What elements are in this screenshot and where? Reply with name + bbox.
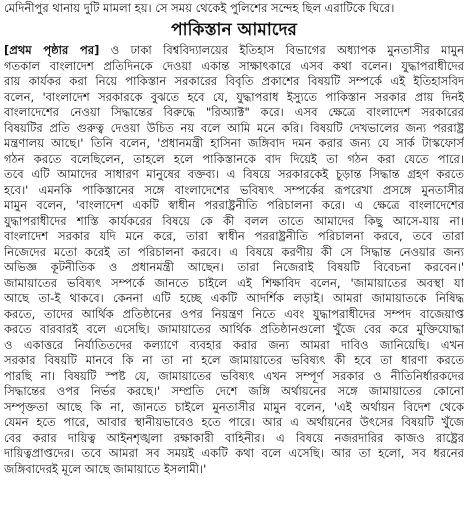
article-line: মামুন বলেন, 'বাংলাদেশ একটি স্বাধীন পররাষ্ট্রনীতি পরিচালনা করে। এ ক্ষেত্রে বাংলাদেশের [4,198,464,212]
article-line: বাংলাদেশের নেওয়া সিদ্ধান্তের বিরুদ্ধে "রিঅ্যাক্ট" করে। এসব ক্ষেত্রে বাংলাদেশ সরকারের [4,105,464,119]
article-line: সিদ্ধান্তের ওপর নির্ভর করছে।' সম্প্রতি দেশে জঙ্গি অর্থায়নের সঙ্গে জামায়াতের কোনো [4,384,464,398]
continuation-label: [প্রথম পৃষ্ঠার পর] [4,43,100,57]
previous-article-tail: মেদিনীপুর থানায় দুটি মামলা হয়। সে সময় থেকেই পুলিশের সন্দেহ ছিল এরাটিকে ঘিরে। [4,1,395,15]
article-line: পারছি না। বিষয়টি স্পষ্ট যে, জামায়াতের ভবিষ্যৎ এখন সম্পূর্ণ সরকার ও নীতিনির্ধারকদের [4,368,464,383]
article-line: মন্ত্রণালয় আছে।' তিনি বলেন, 'প্রধানমন্ত্রী হাসিনা জঙ্গিবাদ দমন করার জন্য যে সার্ক টাস্কফোর্স [4,136,464,150]
article-line: করতে বারবারই বলে এসেছি। জামায়াতের আর্থিক প্রতিষ্ঠানগুলো খুঁজে বের করে মুক্তিযোদ্ধা [4,322,464,336]
article-line: অভিজ্ঞ কূটনীতিক ও প্রধানমন্ত্রী আছেন। তারা নিজেরাই বিষয়টি বিবেচনা করবেন।' [4,260,464,274]
article-line: দায়িত্বপ্রাপ্তদের। তবে আমরা সব সময়ই একটি কথা বলে এসেছি। আর তা হলো, সব ধরনের [4,446,464,460]
article-line: জামায়াতের ভবিষ্যৎ সম্পর্কে জানতে চাইলে এই শিক্ষাবিদ বলেন, 'জামায়াতের অবস্থা যা [4,275,464,290]
article-line: বিষয়টির প্রতি গুরুত্ব দেওয়া উচিত নয় বলে আমি মনে করি। বিষয়টি দেখভালের জন্য পররাষ্ট্র [4,120,464,135]
article-headline: পাকিস্তান আমাদের [171,20,297,40]
article-line: জঙ্গিবাদেরই মূলে আছে জামায়াতে ইসলামী।' [4,461,207,476]
article-line: তবে এটি আমাদের সাধারণ মানুষের বক্তব্য। এ বিষয়ে সরকারকেই চূড়ান্ত সিদ্ধান্ত গ্রহণ করতে [4,167,464,181]
article-line: যুদ্ধাপরাধীদের শাস্তি কার্যকরের বিষয়ে কে কী বলল তাতে আমাদের কিছু আসে-যায় না। [4,213,464,228]
article-line [4,43,464,59]
article-line: বের করার দায়িত্ব আইনশৃঙ্খলা রক্ষাকারী বাহিনীর। এ বিষয়ে নজরদারির কাজও রাষ্ট্রের [4,430,464,445]
article-line: বাংলাদেশ সরকার যদি মনে করে, তারা স্বাধীন পররাষ্ট্রনীতি পরিচালনা করবে, তবে তারা [4,229,464,243]
article-line: হবে।' এমনকি পাকিস্তানের সঙ্গে বাংলাদেশের ভবিষ্যৎ সম্পর্কের রূপরেখা প্রসঙ্গে মুনতাসীর [4,182,464,197]
article-line: গঠন করতে বলেছিলেন, তাহলে হলে পাকিস্তানকে বাদ দিয়েই তা গঠন করা যেতে পারে। [4,151,464,166]
article-line: নিজেদের মতো করেই তা পরিচালনা করবে। এ বিষয়ে করণীয় কী সে সিদ্ধান্ত নেওয়ার জন্য [4,244,464,259]
article-body [4,43,464,521]
article-line: যেমন হতে পারে, আবার স্থানীয়ভাবেও হতে পারে। আর এ অর্থায়নের উৎসের বিষয়টি খুঁজে [4,415,464,429]
article-line: রায় কার্যকর করা নিয়ে পাকিস্তান সরকারের বিবৃতি প্রকাশের বিষয়টি সম্পর্কে এই ইতিহাসবিদ [4,74,464,88]
article-line: বলেন, 'বাংলাদেশ সরকারকে বুঝতে হবে যে, যুদ্ধাপরাধ ইস্যুতে পাকিস্তান সরকার প্রায় দিনই [4,89,464,104]
article-line: সম্পৃক্ততা আছে কি না, জানতে চাইলে মুনতাসীর মামুন বলেন, 'এই অর্থায়ন বিদেশ থেকে [4,399,464,414]
article-line: সরকার বিষয়টি মানবে কি না তা না হলে জামায়াতের ভবিষ্যৎ কী হবে তা ধারণা করতে [4,353,464,367]
article-line: আছে তা-ই থাকবে। কেননা এটি হচ্ছে একটি আদর্শিক লড়াই। আমরা জামায়াতকে নিষিদ্ধ [4,291,464,305]
article-line: ও একাত্তরে নির্যাতিতদের কল্যাণে ব্যবহার করার জন্য আমরা দাবিও জানিয়েছি। এখন [4,337,464,352]
article-line: করতে, তাদের আর্থিক প্রতিষ্ঠানের ওপর নিয়ন্ত্রণ নিতে এবং যুদ্ধাপরাধীদের সম্পদ বাজেয়াপ্ত [4,306,464,321]
article-line-text: ও ঢাকা বিশ্ববিদ্যালয়ের ইতিহাস বিভাগের অধ্যাপক মুনতাসীর মামুন [99,43,464,57]
article-line: গতকাল বাংলাদেশ প্রতিদিনকে দেওয়া একান্ত সাক্ষাৎকারে এসব কথা বলেন। যুদ্ধাপরাধীদের [4,58,464,73]
